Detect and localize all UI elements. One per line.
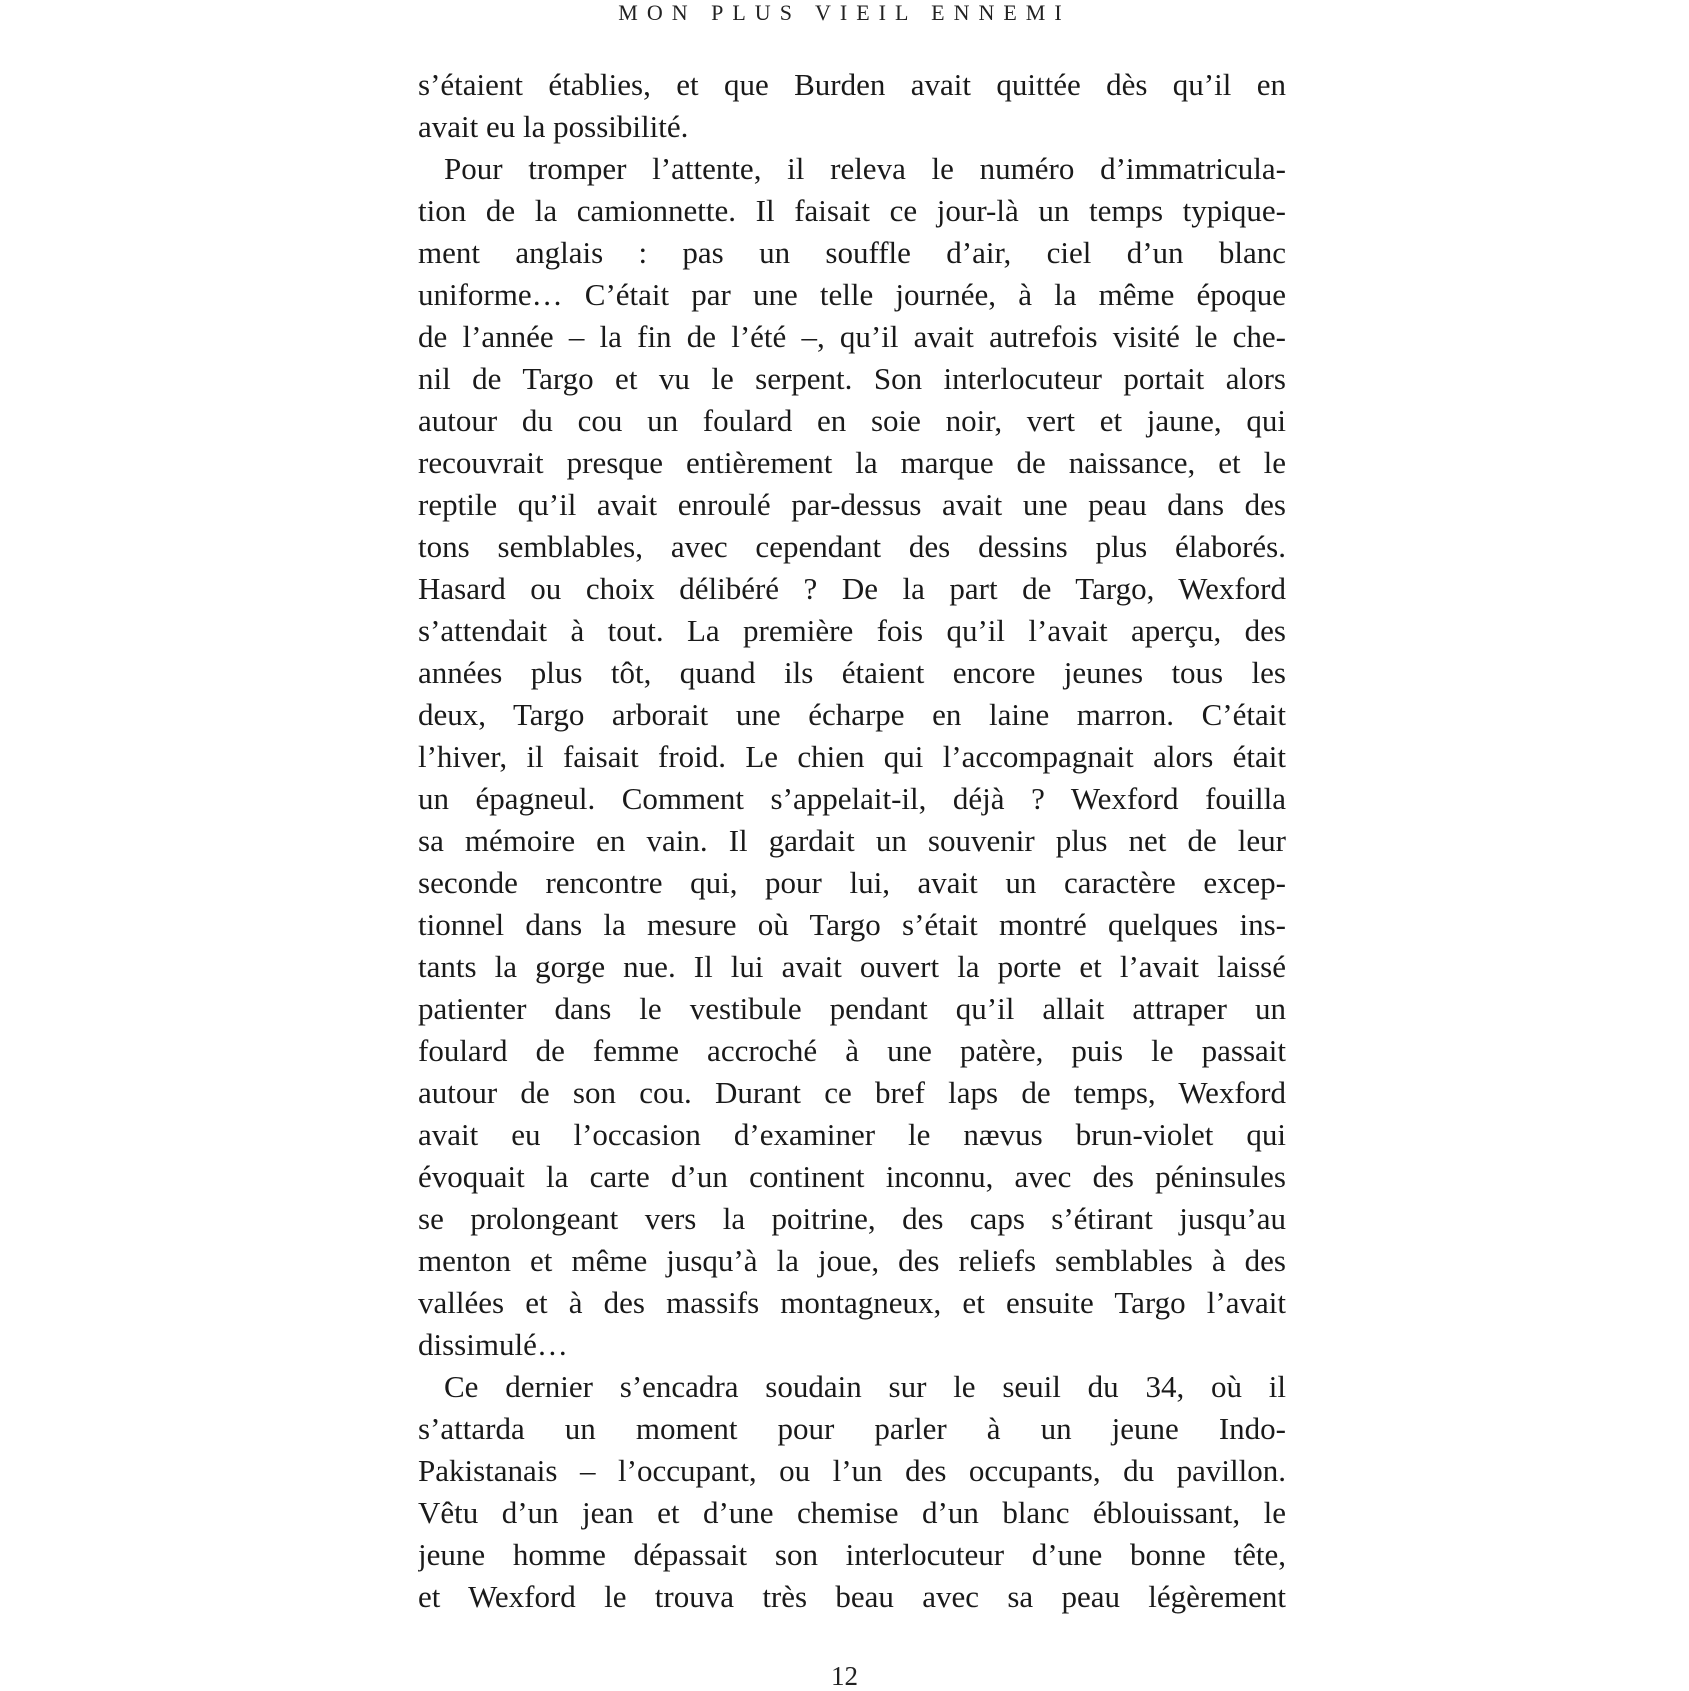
text-line: s’étaient établies, et que Burden avait quittée dès qu’il en	[418, 67, 1286, 102]
page-number: 12	[831, 1661, 858, 1691]
text-line: ment anglais : pas un souffle d’air, ciel d’un blanc	[418, 235, 1286, 270]
text-line: patienter dans le vestibule pendant qu’il allait attraper un	[418, 991, 1286, 1026]
text-line: s’attarda un moment pour parler à un jeune Indo-	[418, 1411, 1286, 1446]
text-line: nil de Targo et vu le serpent. Son interlocuteur portait alors	[418, 361, 1286, 396]
text-line: avait eu l’occasion d’examiner le nævus brun-violet qui	[418, 1117, 1286, 1152]
text-line: années plus tôt, quand ils étaient encore jeunes tous les	[418, 655, 1286, 690]
text-line: autour du cou un foulard en soie noir, vert et jaune, qui	[418, 403, 1286, 438]
paragraph	[418, 1366, 1286, 1618]
text-line: menton et même jusqu’à la joue, des reliefs semblables à des	[418, 1243, 1286, 1278]
text-line: tants la gorge nue. Il lui avait ouvert la porte et l’avait laissé	[418, 949, 1286, 984]
text-line: sa mémoire en vain. Il gardait un souvenir plus net de leur	[418, 823, 1286, 858]
paragraph	[418, 148, 1286, 1366]
text-line: reptile qu’il avait enroulé par-dessus avait une peau dans des	[418, 487, 1286, 522]
text-line: Ce dernier s’encadra soudain sur le seuil du 34, où il	[444, 1369, 1286, 1404]
paragraph	[418, 64, 1286, 148]
text-line: de l’année – la fin de l’été –, qu’il avait autrefois visité le che-	[418, 319, 1286, 354]
text-line: seconde rencontre qui, pour lui, avait un caractère excep-	[418, 865, 1286, 900]
text-line: Pakistanais – l’occupant, ou l’un des occupants, du pavillon.	[418, 1453, 1286, 1488]
text-line: tionnel dans la mesure où Targo s’était montré quelques ins-	[418, 907, 1286, 942]
text-line: tons semblables, avec cependant des dessins plus élaborés.	[418, 529, 1286, 564]
text-line: se prolongeant vers la poitrine, des caps s’étirant jusqu’au	[418, 1201, 1286, 1236]
running-head: MON PLUS VIEIL ENNEMI	[618, 0, 1071, 25]
text-line: uniforme… C’était par une telle journée, à la même époque	[418, 277, 1286, 312]
text-line: foulard de femme accroché à une patère, puis le passait	[418, 1033, 1286, 1068]
text-line: s’attendait à tout. La première fois qu’il l’avait aperçu, des	[418, 613, 1286, 648]
text-line: un épagneul. Comment s’appelait-il, déjà ? Wexford fouilla	[418, 781, 1286, 816]
text-line: l’hiver, il faisait froid. Le chien qui l’accompagnait alors était	[418, 739, 1286, 774]
text-line: autour de son cou. Durant ce bref laps de temps, Wexford	[418, 1075, 1286, 1110]
text-line: recouvrait presque entièrement la marque de naissance, et le	[418, 445, 1286, 480]
text-line: jeune homme dépassait son interlocuteur d’une bonne tête,	[418, 1537, 1286, 1572]
body-text	[418, 64, 1286, 1618]
text-line: deux, Targo arborait une écharpe en laine marron. C’était	[418, 697, 1286, 732]
text-line: Hasard ou choix délibéré ? De la part de Targo, Wexford	[418, 571, 1286, 606]
text-line: dissimulé…	[418, 1327, 568, 1362]
text-line: évoquait la carte d’un continent inconnu, avec des péninsules	[418, 1159, 1286, 1194]
text-line: tion de la camionnette. Il faisait ce jour-là un temps typique-	[418, 193, 1286, 228]
text-line: vallées et à des massifs montagneux, et ensuite Targo l’avait	[418, 1285, 1286, 1320]
text-line: et Wexford le trouva très beau avec sa peau légèrement	[418, 1579, 1286, 1614]
text-line: Pour tromper l’attente, il releva le numéro d’immatricula-	[444, 151, 1286, 186]
text-line: Vêtu d’un jean et d’une chemise d’un blanc éblouissant, le	[418, 1495, 1286, 1530]
text-line: avait eu la possibilité.	[418, 109, 689, 144]
